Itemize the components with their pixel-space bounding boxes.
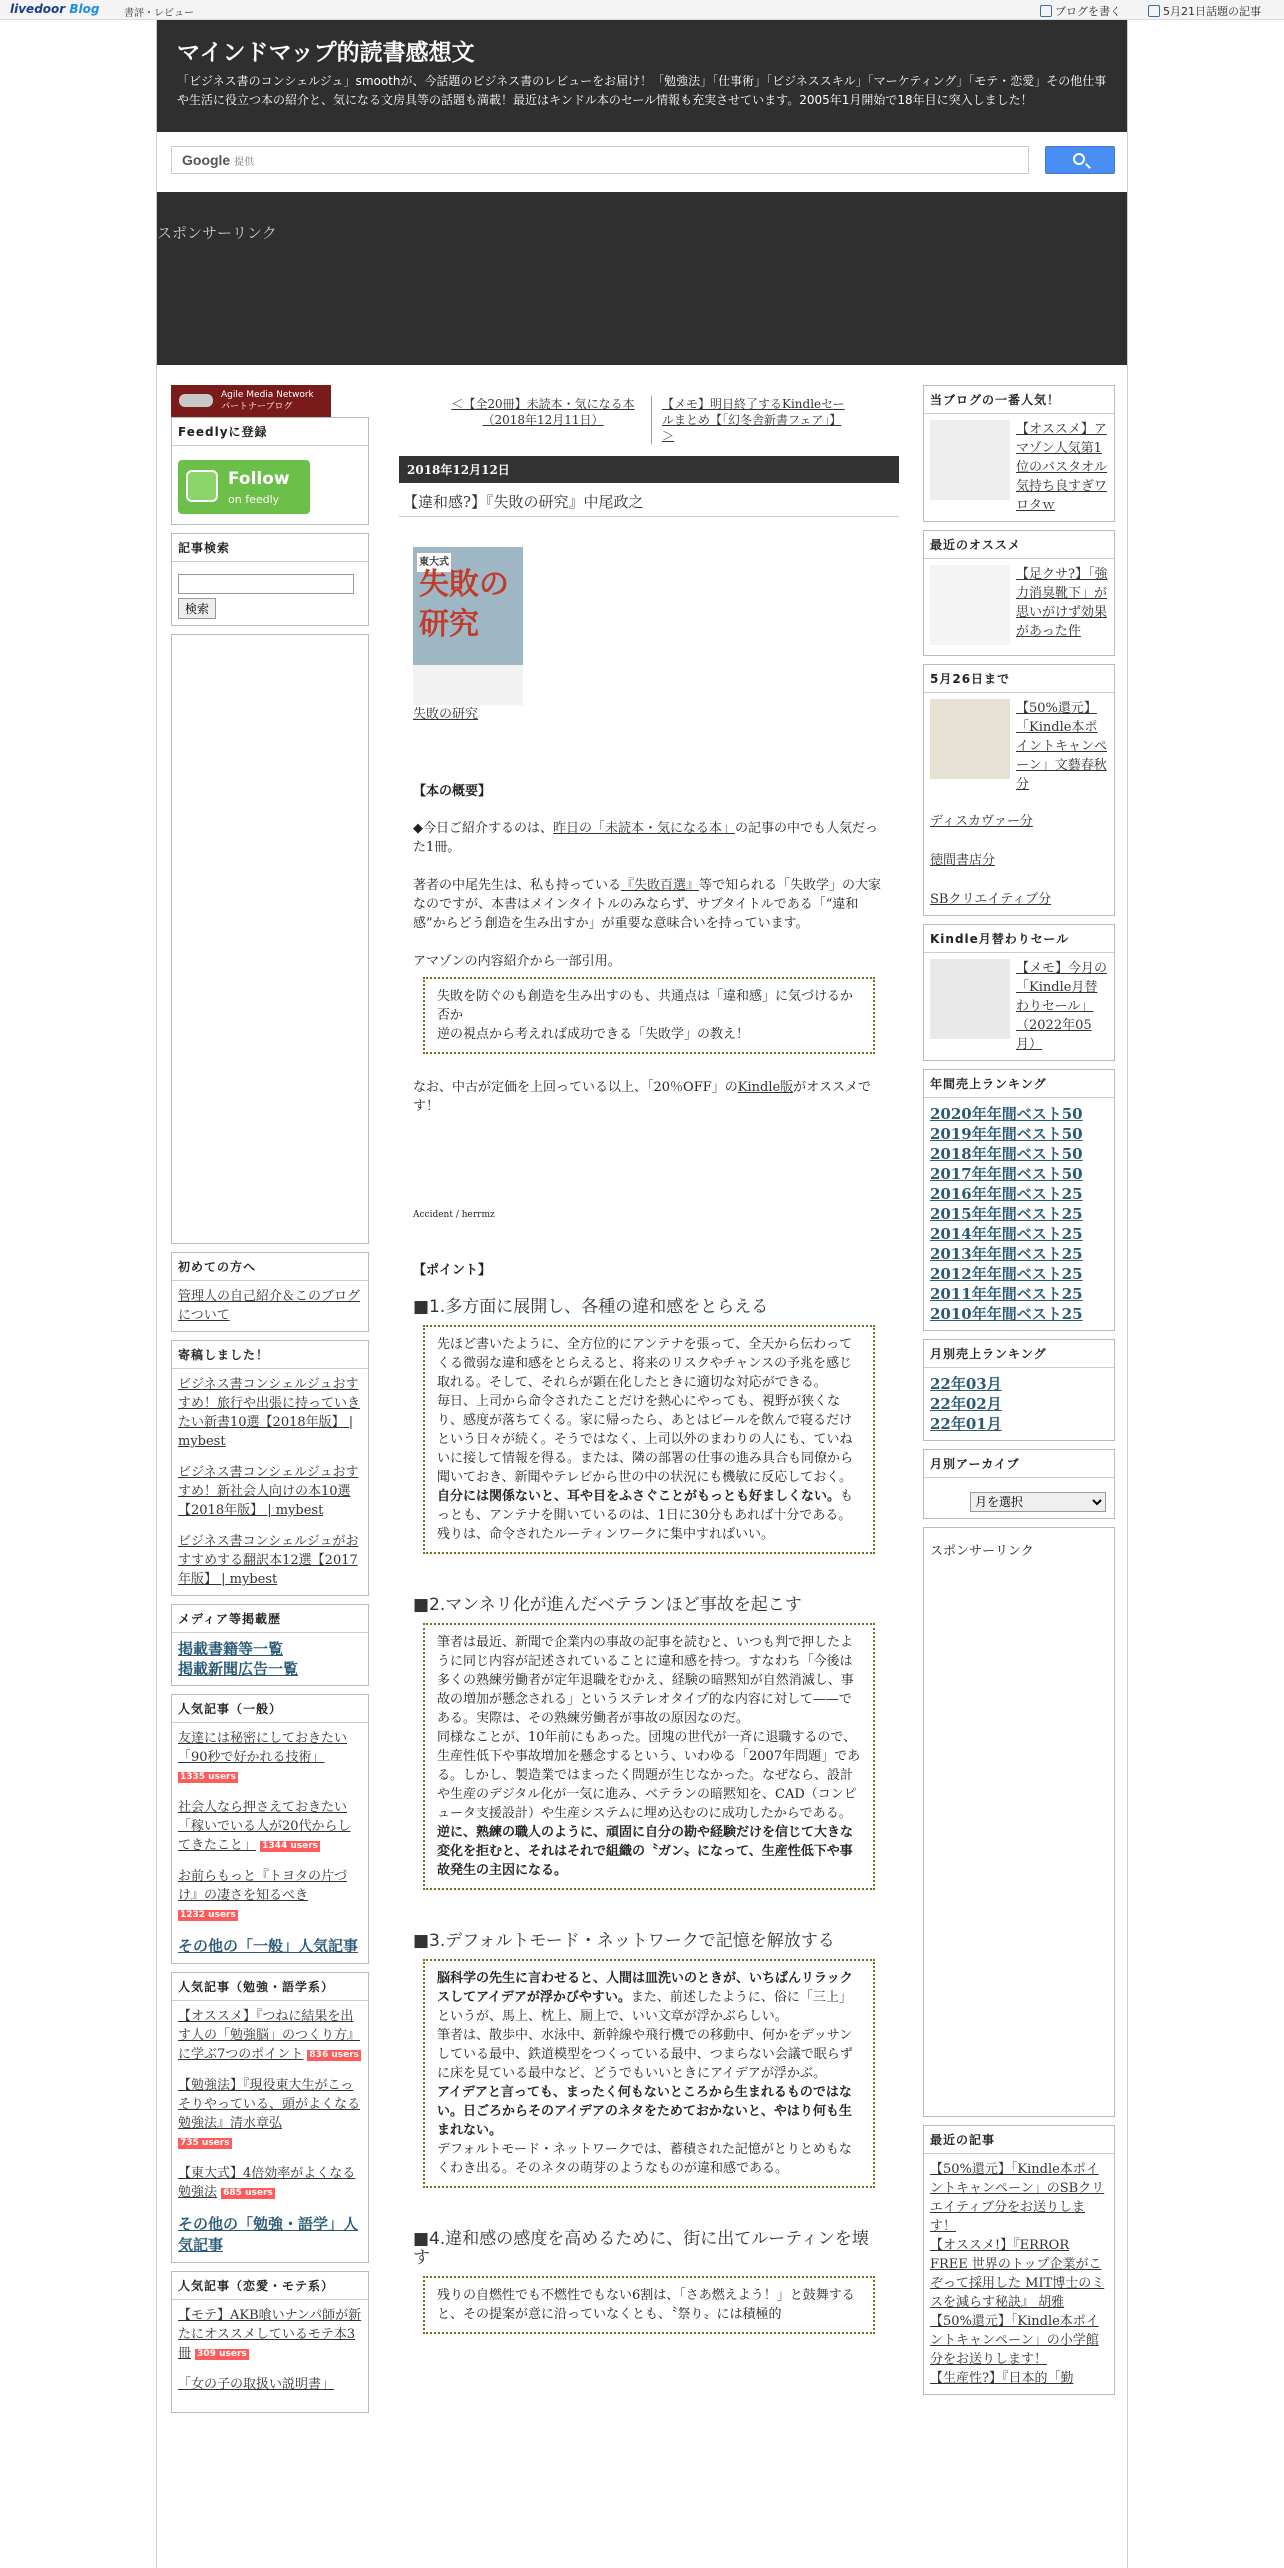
section-heading: ■1.多方面に展開し、各種の違和感をとらえる [413, 1297, 769, 1317]
latest-link[interactable]: 【オススメ!】『ERROR FREE 世界のトップ企業がこぞって採用した MIT博士のミスを減らす秘訣』 胡雅 [930, 2238, 1105, 2310]
hatena-users-badge[interactable]: 1335 users [180, 1772, 236, 1782]
popular-study-box [171, 1972, 369, 2263]
ranking-link[interactable]: 2013年年間ベスト25 [930, 1245, 1083, 1263]
recent-rec-link[interactable]: 【足クサ?】「強力消臭靴下」が思いがけず効果があった件 [1016, 567, 1108, 639]
sponsor-banner: スポンサーリンク [157, 192, 1127, 365]
ranking-link[interactable]: 2018年年間ベスト50 [930, 1145, 1083, 1163]
ranking-link[interactable]: 2017年年間ベスト50 [930, 1165, 1083, 1183]
section-heading: ■2.マンネリ化が進んだベテランほど事故を起こす [413, 1595, 802, 1615]
popular-link[interactable]: 【モテ】AKB喰いナンパ師が新たにオススメしているモテ本3冊 [178, 2308, 362, 2361]
latest-link[interactable]: 【50%還元】「Kindle本ポイントキャンペーン」のSBクリエイティブ分をお送りします！ [930, 2162, 1105, 2234]
campaign-link[interactable]: 【50%還元】「Kindle本ポイントキャンペーン」文藝春秋分 [1016, 701, 1108, 792]
until-title: 5月26日まで [924, 665, 1114, 693]
best-link[interactable]: 【オススメ】アマゾン人気第1位のバスタオル気持ち良すぎワロタｗ [1016, 422, 1108, 513]
intro-box [171, 1252, 369, 1332]
inline-link[interactable]: 昨日の「未読本・気になる本」 [553, 821, 736, 836]
blog-title[interactable]: マインドマップ的読書感想文 [177, 40, 475, 66]
intro-link[interactable]: 管理人の自己紹介＆このブログについて [178, 1289, 361, 1323]
blockquote: 失敗を防ぐのも創造を生み出すのも、共通点は「違和感」に気づけるか否か 逆の視点から考えれば成功できる「失敗学」の教え！ [423, 977, 875, 1054]
right-sidebar [923, 385, 1115, 2403]
media-title: メディア等掲載歴 [172, 1605, 368, 1633]
latest-box [923, 2125, 1115, 2395]
left-sidebar [171, 385, 369, 2421]
annual-ranking-title: 年間売上ランキング [924, 1070, 1114, 1098]
popular-general-box [171, 1694, 369, 1964]
kindle-sale-thumbnail[interactable] [930, 959, 1010, 1039]
kindle-sale-link[interactable]: 【メモ】今月の「Kindle月替わりセール」（2022年05月） [1016, 961, 1108, 1052]
blog-header [157, 20, 1127, 132]
feedly-icon [186, 470, 218, 502]
contrib-link[interactable]: ビジネス書コンシェルジュおすすめ！旅行や出張に持っていきたい新書10選【2018年版】 | mybest [178, 1377, 361, 1449]
hatena-users-badge[interactable]: 836 users [309, 2050, 360, 2060]
article-title[interactable]: 【違和感?】『失敗の研究』中尾政之 [399, 483, 899, 517]
ranking-link[interactable]: 22年03月 [930, 1375, 1002, 1393]
write-blog-link[interactable]: ブログを書く [1040, 3, 1121, 19]
inline-link[interactable]: 『失敗百選』 [621, 878, 700, 893]
next-article-link[interactable]: 【メモ】明日終了するKindleセールまとめ【「幻冬舎新書フェア」】＞ [651, 396, 846, 444]
media-box [171, 1604, 369, 1686]
ranking-link[interactable]: 2010年年間ベスト25 [930, 1305, 1083, 1323]
hatena-users-badge[interactable]: 1232 users [180, 1910, 236, 1920]
feedly-title: Feedlyに登録 [172, 418, 368, 446]
ranking-link[interactable]: 2016年年間ベスト25 [930, 1185, 1083, 1203]
ranking-link[interactable]: 2020年年間ベスト50 [930, 1105, 1083, 1123]
media-link[interactable]: 掲載書籍等一覧 [178, 1640, 284, 1658]
ranking-link[interactable]: 2015年年間ベスト25 [930, 1205, 1083, 1223]
towel-thumbnail[interactable] [930, 420, 1010, 500]
contrib-link[interactable]: ビジネス書コンシェルジュおすすめ！新社会人向けの本10選【2018年版】 | mybest [178, 1465, 359, 1518]
hatena-users-badge[interactable]: 735 users [180, 2138, 230, 2148]
article-date: 2018年12月12日 [399, 456, 899, 483]
ranking-link[interactable]: 22年01月 [930, 1415, 1002, 1433]
intro-title: 初めての方へ [172, 1253, 368, 1281]
until-box [923, 664, 1115, 916]
paragraph: 著者の中尾先生は、私も持っている『失敗百選』等で知られる「失敗学」の大家なのですが、本書はメインタイトルのみならず、サブタイトルである「“違和感”からどう創造を生み出すか」が重要な意味合いを持っています。 [413, 878, 882, 931]
topic-articles-link[interactable]: 5月21日話題の記事 [1148, 3, 1261, 19]
archive-month-select[interactable] [970, 1492, 1106, 1512]
popular-love-box [171, 2271, 369, 2413]
paragraph: ◆今日ご紹介するのは、昨日の「未読本・気になる本」の記事の中でも人気だった1冊。 [413, 821, 879, 855]
ranking-link[interactable]: 2014年年間ベスト25 [930, 1225, 1083, 1243]
kindle-monthly-box [923, 924, 1115, 1061]
popular-link[interactable]: 【勉強法】『現役東大生がこっそりやっている、頭がよくなる勉強法』清水章弘 [178, 2078, 361, 2131]
prev-article-link[interactable]: ＜【全20冊】未読本・気になる本（2018年12月11日） [451, 397, 635, 427]
pencil-icon [1040, 5, 1052, 17]
best-title: 当ブログの一番人気！ [924, 386, 1114, 414]
hatena-users-badge[interactable]: 685 users [223, 2188, 273, 2198]
points-heading: 【ポイント】 [413, 1263, 492, 1278]
kindle-link[interactable]: Kindle版 [737, 1080, 794, 1095]
campaign-link[interactable]: ディスカヴァー分 [930, 814, 1033, 829]
monthly-ranking-title: 月別売上ランキング [924, 1340, 1114, 1368]
ranking-link[interactable]: 22年02月 [930, 1395, 1002, 1413]
contrib-box [171, 1340, 369, 1596]
photo-credit[interactable]: Accident / herrmz [413, 1210, 495, 1220]
calendar-icon [1148, 5, 1160, 17]
campaign-link[interactable]: 徳間書店分 [930, 853, 996, 868]
blog-description: 「ビジネス書のコンシェルジュ」smoothが、今話題のビジネス書のレビューをお届け！「勉強法」「仕事術」「ビジネススキル」「マーケティング」「モテ・恋愛」その他仕事や生活に役立つ本の紹介と、気になる文房具等の話題も満載！最近はキンドル本のセール情報も充実させています。2005年1月開始で18年目に突入しました！ [177, 74, 1107, 107]
paragraph: なお、中古が定価を上回っている以上、「20％OFF」のKindle版がオススメです！ [413, 1080, 872, 1114]
annual-ranking-box [923, 1069, 1115, 1331]
sponsor-label: スポンサーリンク [930, 1544, 1034, 1559]
article-pager [399, 396, 899, 448]
livedoor-blog-logo[interactable]: livedoor Blog [10, 2, 100, 16]
ranking-link[interactable]: 2012年年間ベスト25 [930, 1265, 1083, 1283]
kindle-campaign-thumbnail[interactable] [930, 699, 1010, 779]
book-cover-image[interactable]: 東大式 失敗の 研究 [413, 547, 523, 705]
monthly-ranking-box [923, 1339, 1115, 1441]
blockquote: 筆者は最近、新聞で企業内の事故の記事を読むと、いつも判で押したように同じ内容が記述されていることに違和感を持つ。すなわち「今後は多くの熟練労働者が定年退職をむかえ、経験の暗黙知が自然消滅し、事故の増加が懸念される」というステレオタイプ的な内容に対して——である。実際は、その熟練労働者が事故の原因なのだ。 同様なことが、10年前にもあった。団塊の世代が一斉に退職するので、生産性低下や事故増加を懸念するという、いわゆる「2007年問題」である。しかし、製造業ではまったく問題が生じなかった。なぜなら、設計や生産のデジタル化が一気に進み、ベテランの暗黙知を、CAD（コンピュータ支援設計）や生産システムに埋め込むのに成功したからである。 逆に、熟練の職人のように、頑固に自分の勘や経験だけを信じて大きな変化を拒むと、それはそれで組織の〝ガン〟になって、生産性低下や事故発生の主因になる。 [423, 1623, 875, 1890]
section-heading: ■4.違和感の感度を高めるために、街に出てルーティンを壊す [413, 2229, 869, 2268]
book-caption-link[interactable]: 失敗の研究 [413, 707, 479, 722]
contrib-title: 寄稿しました！ [172, 1341, 368, 1369]
popular-general-title: 人気記事（一般） [172, 1695, 368, 1723]
blockquote: 脳科学の先生に言わせると、人間は皿洗いのときが、いちばんリラックスしてアイデアが浮かびやすい。また、前述したように、俗に「三上」というが、馬上、枕上、厠上で、いい文章が浮かぶらしい。 筆者は、散歩中、水泳中、新幹線や飛行機での移動中、何かをデッサンしている最中、鉄道模型をつくっている最中、つまらない会議で眠らずに床を見ている最中など、どうでもいいときにアイデアが浮かぶ。 アイデアと言っても、まったく何もないところから生まれるものではない。日ごろからそのアイデアのネタをためておかないと、やはり何も生まれない。 デフォルトモード・ネットワークでは、蓄積された記憶がとりとめもなくわき出る。そのネタの萌芽のようなものが違和感である。 [423, 1959, 875, 2188]
recent-rec-box [923, 530, 1115, 656]
popular-link[interactable]: 社会人なら押さえておきたい「稼いでいる人が20代からしてきたこと」 [178, 1800, 351, 1853]
google-search-input[interactable]: Google 提供 [171, 146, 1029, 174]
more-popular-link[interactable]: その他の「一般」人気記事 [178, 1937, 359, 1955]
top-bar [0, 0, 1284, 20]
overview-heading: 【本の概要】 [413, 784, 492, 799]
amn-partner-badge[interactable]: Agile Media Network パートナーブログ [171, 385, 331, 417]
blockquote: 残りの自燃性でも不燃性でもない6割は、「さあ燃えよう！」と鼓舞すると、その提案が意に沿っていなくとも、〝祭り〟には積極的 [423, 2276, 875, 2334]
category-link[interactable]: 書評・レビュー [124, 8, 194, 19]
best-box [923, 385, 1115, 522]
recent-rec-title: 最近のオススメ [924, 531, 1114, 559]
archive-box [923, 1449, 1115, 1519]
main-content [399, 396, 899, 2340]
search-icon [1073, 153, 1085, 165]
ranking-link[interactable]: 2011年年間ベスト25 [930, 1285, 1083, 1303]
latest-link[interactable]: 【生産性?】『日本的「勤 [930, 2371, 1074, 2386]
google-search-row [157, 132, 1127, 192]
hatena-users-badge[interactable]: 309 users [197, 2349, 247, 2359]
popular-link[interactable]: 【東大式】4倍効率がよくなる勉強法 [178, 2166, 356, 2200]
archive-title: 月別アーカイブ [924, 1450, 1114, 1478]
google-search-button[interactable] [1045, 146, 1115, 174]
hatena-users-badge[interactable]: 1344 users [262, 1841, 319, 1851]
popular-link[interactable]: 「女の子の取扱い説明書」 [178, 2377, 335, 2392]
popular-link[interactable]: 【オススメ】『つねに結果を出す人の「勉強脳」のつくり方』に学ぶ7つのポイント [178, 2009, 361, 2062]
socks-thumbnail[interactable] [930, 565, 1010, 645]
ranking-link[interactable]: 2019年年間ベスト50 [930, 1125, 1083, 1143]
sponsor-box [923, 1527, 1115, 2117]
search-title: 記事検索 [172, 534, 368, 562]
article-search-button[interactable]: 検索 [178, 598, 216, 619]
latest-title: 最近の記事 [924, 2126, 1114, 2154]
blockquote: 先ほど書いたように、全方位的にアンテナを張って、全天から伝わってくる微弱な違和感をとらえると、将来のリスクやチャンスの予兆を感じ取れる。そして、それらが顕在化したときに適切な対応ができる。 毎日、上司から命令されたことだけを熱心にやっても、視野が狭くなり、感度が落ちてくる。家に帰ったら、あとはビールを飲んで寝るだけという日々が続く。そうではなく、上司以外のまわりの人にも、ていねいに接して情報を得る。または、隣の部署の仕事の進み具合も同僚から聞いておき、新聞やテレビから世の中の状況にも機敏に反応しておく。 自分には関係ないと、耳や目をふさぐことがもっとも好ましくない。もっとも、アンテナを開いているのは、1日に30分もあれば十分である。残りは、命令されたルーティンワークに集中すればいい。 [423, 1325, 875, 1554]
popular-link[interactable]: 友達には秘密にしておきたい「90秒で好かれる技術」 [178, 1731, 348, 1765]
empty-widget-box [171, 634, 369, 1244]
kindle-monthly-title: Kindle月替わりセール [924, 925, 1114, 953]
popular-link[interactable]: お前らもっと『トヨタの片づけ』の凄さを知るべき [178, 1869, 348, 1903]
feedly-follow-button[interactable]: Follow on feedly [178, 460, 310, 514]
article-search-input[interactable] [178, 574, 354, 594]
media-link[interactable]: 掲載新聞広告一覧 [178, 1660, 299, 1678]
feedly-box [171, 417, 369, 525]
section-heading: ■3.デフォルトモード・ネットワークで記憶を解放する [413, 1931, 835, 1951]
popular-study-title: 人気記事（勉強・語学系） [172, 1973, 368, 2001]
article-body [399, 547, 899, 2334]
page-wrapper [156, 20, 1128, 2568]
paragraph: アマゾンの内容紹介から一部引用。 [413, 954, 621, 969]
popular-love-title: 人気記事（恋愛・モテ系） [172, 2272, 368, 2300]
article-search-box [171, 533, 369, 626]
campaign-link[interactable]: SBクリエイティブ分 [930, 892, 1052, 907]
more-popular-link[interactable]: その他の「勉強・語学」人気記事 [178, 2215, 359, 2254]
contrib-link[interactable]: ビジネス書コンシェルジュがおすすめする翻訳本12選【2017年版】 | mybest [178, 1534, 359, 1587]
latest-link[interactable]: 【50%還元】「Kindle本ポイントキャンペーン」の小学館分をお送りします！ [930, 2314, 1099, 2367]
